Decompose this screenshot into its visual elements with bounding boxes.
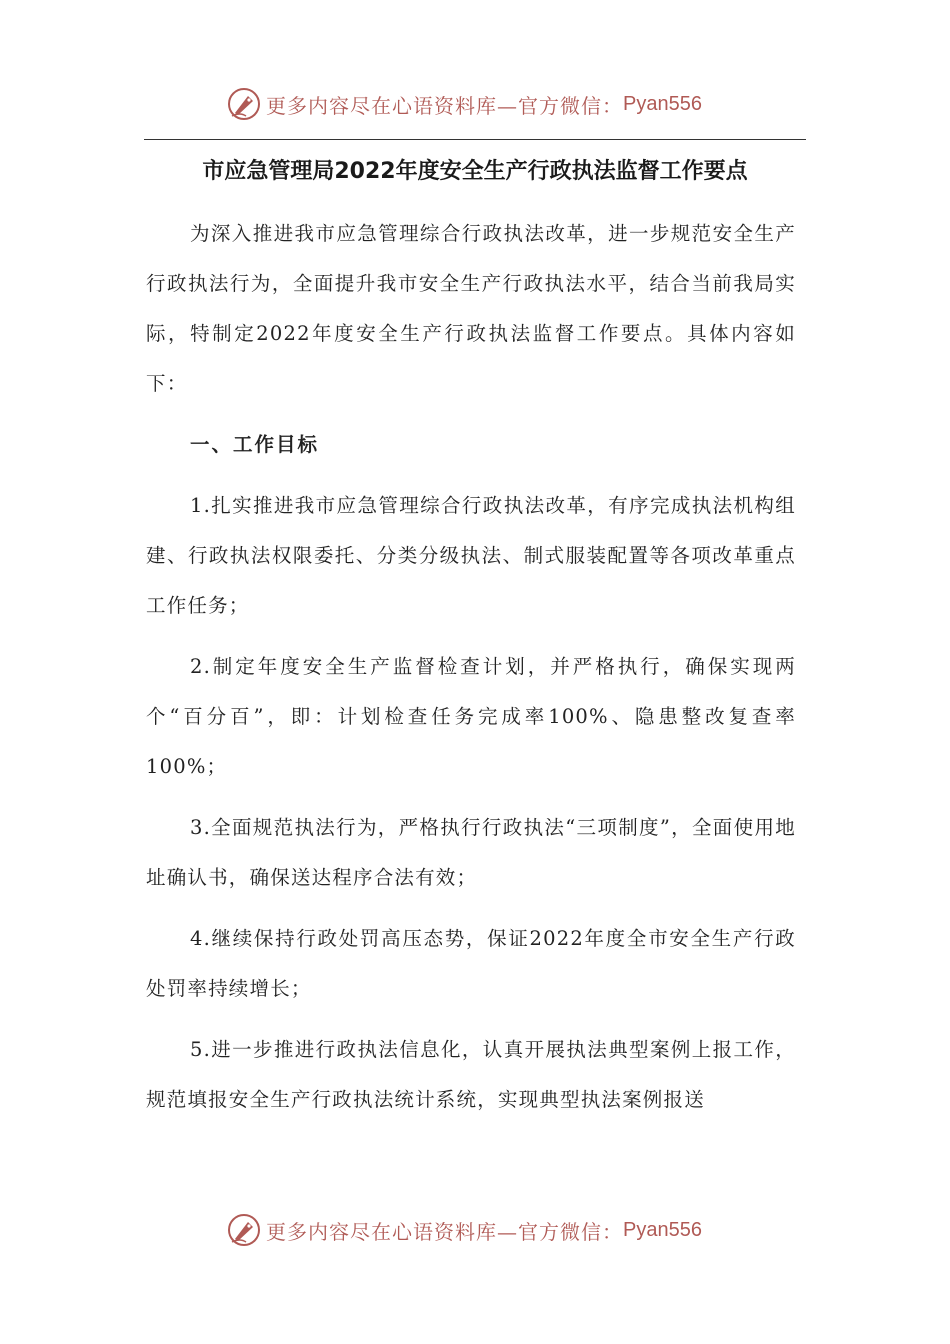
banner-wechat-id: Pyan556 <box>623 1218 702 1241</box>
document-title: 市应急管理局2022年度安全生产行政执法监督工作要点 <box>202 159 748 184</box>
banner-text: 更多内容尽在心语资料库—官方微信： <box>266 93 623 118</box>
pen-nib-logo-icon <box>226 86 262 122</box>
document-body <box>146 209 796 1136</box>
pen-nib-logo-icon <box>226 1212 262 1248</box>
list-item: 3.全面规范执法行为，严格执行行政执法“三项制度”，全面使用地址确认书，确保送达程序合法有效； <box>146 816 796 889</box>
list-item: 4.继续保持行政处罚高压态势，保证2022年度全市安全生产行政处罚率持续增长； <box>146 927 796 1000</box>
list-item: 2.制定年度安全生产监督检查计划，并严格执行，确保实现两个“百分百”，即：计划检查任务完成率100%、隐患整改复查率100%； <box>146 655 796 778</box>
header-banner <box>226 84 702 124</box>
header-divider <box>144 139 806 140</box>
list-item: 1.扎实推进我市应急管理综合行政执法改革，有序完成执法机构组建、行政执法权限委托、分类分级执法、制式服装配置等各项改革重点工作任务； <box>146 494 796 617</box>
footer-banner <box>226 1210 702 1250</box>
intro-paragraph: 为深入推进我市应急管理综合行政执法改革，进一步规范安全生产行政执法行为，全面提升我市安全生产行政执法水平，结合当前我局实际，特制定2022年度安全生产行政执法监督工作要点。具体内容如下： <box>146 222 796 395</box>
banner-wechat-id: Pyan556 <box>623 92 702 115</box>
banner-text: 更多内容尽在心语资料库—官方微信： <box>266 1219 623 1244</box>
section-heading: 一、工作目标 <box>190 433 320 456</box>
list-item: 5.进一步推进行政执法信息化，认真开展执法典型案例上报工作，规范填报安全生产行政执法统计系统，实现典型执法案例报送 <box>146 1038 796 1111</box>
